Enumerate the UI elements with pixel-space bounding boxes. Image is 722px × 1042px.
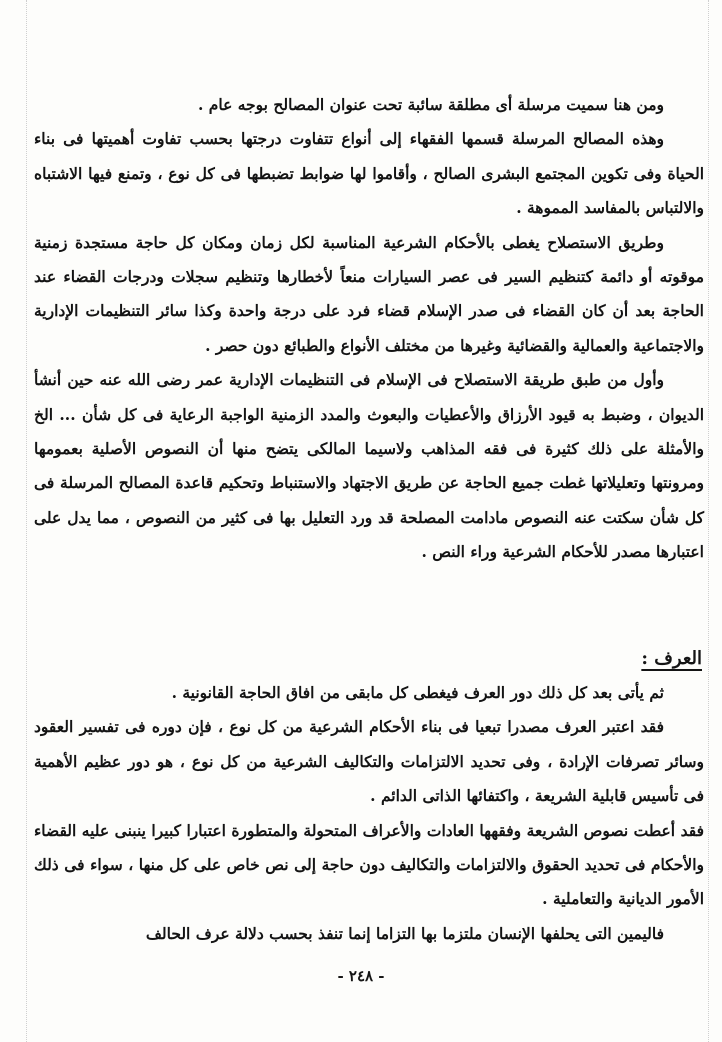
paragraph: فاليمين التى يحلفها الإنسان ملتزما بها التزاما إنما تنفذ بحسب دلالة عرف الحالف <box>145 923 664 943</box>
paragraph: وهذه المصالح المرسلة قسمها الفقهاء إلى أنواع تتفاوت درجتها بحسب تفاوت أهميتها فى بناء الحياة وفى تكوين المجتمع البشرى الصالح ، وأقاموا لها ضوابط تضبطها فى كل نوع ، وتمنع فيها الاشتباه والالتباس بالمفاسد المموهة . <box>34 129 704 218</box>
scan-edge-left <box>26 0 28 1042</box>
body-text-top <box>34 88 704 570</box>
section-heading: العرف : <box>641 648 702 669</box>
scan-edge-right <box>708 0 710 1042</box>
body-text-bottom <box>34 676 704 951</box>
paragraph: ومن هنا سميت مرسلة أى مطلقة سائبة تحت عنوان المصالح بوجه عام . <box>197 95 664 114</box>
paragraph: ثم يأتى بعد كل ذلك دور العرف فيغطى كل مابقى من افاق الحاجة القانونية . <box>171 683 664 702</box>
page-number: - ٢٤٨ - <box>337 967 385 985</box>
paragraph: وأول من طبق طريقة الاستصلاح فى الإسلام فى التنظيمات الإدارية عمر رضى الله عنه حين أنشأ الديوان ، وضبط به قيود الأرزاق والأعطيات والبعوث والمدد الزمنية الواجبة الرعاية فى كل شأن ... الخ والأمثلة على ذلك كثيرة فى فقه المذاهب ولاسيما المالكى يتضح منها أن النصوص الأصلية بعمومها ومرونتها وتعليلاتها غطت جميع الحاجة عن طريق الاجتهاد والاستنباط وتحكيم قاعدة المصالح المرسلة فى كل شأن سكتت عنه النصوص مادامت المصلحة قد ورد التعليل بها فى كثير من النصوص ، مما يدل على اعتبارها مصدر للأحكام الشرعية وراء النص . <box>34 370 704 562</box>
paragraph: فقد اعتبر العرف مصدرا تبعيا فى بناء الأحكام الشرعية من كل نوع ، فإن دوره فى تفسير العقود وسائر تصرفات الإرادة ، وفى تحديد الالتزامات والتكاليف الشرعية من كل نوع ، هو دور عظيم الأهمية فى تأسيس قابلية الشريعة ، واكتفائها الذاتى الدائم . <box>34 717 704 806</box>
paragraph: فقد أعطت نصوص الشريعة وفقهها العادات والأعراف المتحولة والمتطورة اعتبارا كبيرا ينبنى عليه القضاء والأحكام فى تحديد الحقوق والالتزامات والتكاليف دون حاجة إلى نص خاص على كل منها ، سواء فى ذلك الأمور الديانية والتعاملية . <box>34 820 704 909</box>
paragraph: وطريق الاستصلاح يغطى بالأحكام الشرعية المناسبة لكل زمان ومكان كل حاجة مستجدة زمنية موقوته أو دائمة كتنظيم السير فى عصر السيارات منعاً لأخطارها وتنظيم سجلات ودرجات القضاء عند الحاجة بعد أن كان القضاء فى صدر الإسلام قضاء فرد على درجة واحدة وكذا سائر التنظيمات الإدارية والاجتماعية والعمالية والقضائية وغيرها من مختلف الأنواع والطبائع دون حصر . <box>34 232 704 355</box>
